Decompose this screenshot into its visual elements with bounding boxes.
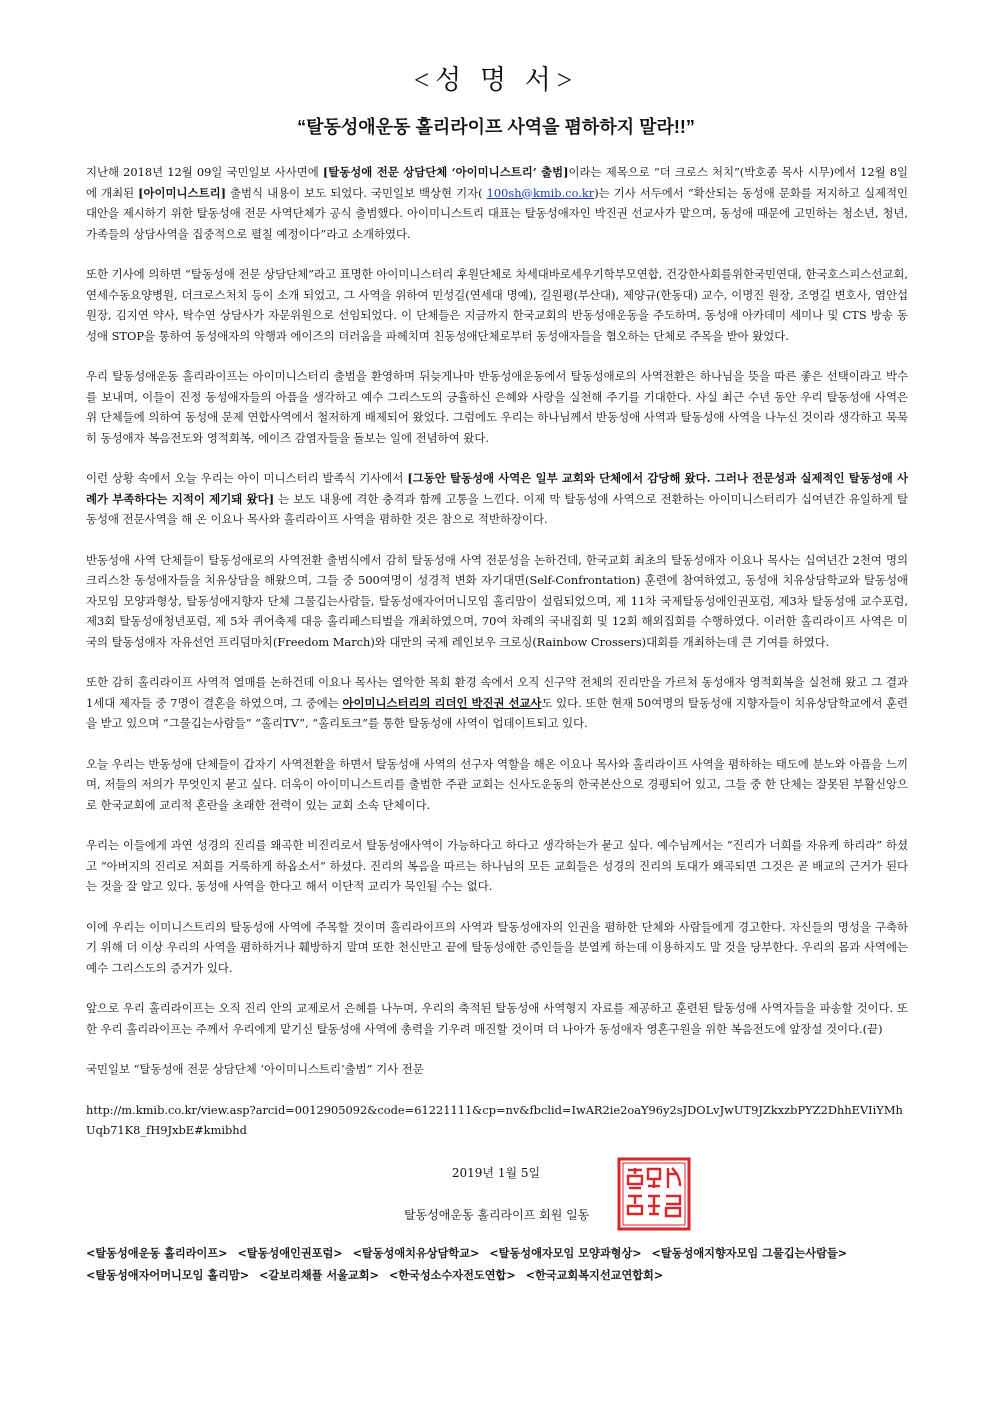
reporter-email-link[interactable]: 100sh@kmib.co.kr bbox=[486, 185, 595, 200]
p6-leader-name: 아이미니스터리의 리더인 박진권 선교사 bbox=[342, 695, 542, 710]
organization-name: <탈동성애자어머니모임 홀리맘> bbox=[86, 1269, 250, 1282]
paragraph-5: 반동성애 사역 단체들이 탈동성애로의 사역전환 출범식에서 감히 탈동성애 사역 전문성을 논하건데, 한국교회 최초의 탈동성애자 이요나 목사는 십여년간 2천여 명의 크리스찬 동성애자들을 치유상담을 해왔으며, 그들 중 500여명이 성경적 변화 자기대면(Self-Confrontation) 훈련에 참여하였고, 동성애 치유상담학교와 탈동성애자모임 모양과형상, 탈동성애지향자 단체 그물깁는사람들, 탈동성애자어머니모임 홀리맘이 설립되었으며, 제 11차 국제탈동성애인권포럼, 제3차 탈동성애 교수포럼, 제3회 탈동성애청년포럼, 제 5차 퀴어축제 대응 홀리페스티벌을 개최하였으며, 70여 차례의 국내집회 및 12회 해외집회를 수행하였다. 이러한 홀리라이프 사역은 미국의 탈동성애자 자유선언 프리덤마치(Freedom March)와 대만의 국제 레인보우 크로싱(Rainbow Crossers)대회를 개최하는데 큰 기여를 하였다. bbox=[86, 552, 908, 649]
p1-text-c: 이라는 제목으로 “더 크로스 처치”(박호종 목사 시무)에서 12월 8일에 개최된 bbox=[86, 165, 908, 200]
p1-article-title: [탈동성애 전문 상담단체 ‘아이미니스트리’ 출범] bbox=[322, 165, 569, 179]
paragraph-2: 또한 기사에 의하면 “탈동성애 전문 상담단체”라고 표명한 아이미니스터리 후원단체로 차세대바로세우기학부모연합, 건강한사회를위한국민연대, 한국호스피스선교회, 연세수동요양병원, 더크로스처치 등이 소개 되었고, 그 사역을 위하여 민성길(연세대 명예), 길원평(부산대), 제양규(한동대) 교수, 이명진 원장, 조영길 변호사, 염안섭 원장, 김지연 약사, 탁수연 상담사가 자문위원으로 선임되었다. 이 단체들은 지금까지 한국교회의 반동성애운동을 주도하며, 동성애 아카데미 세미나 및 CTS 방송 동성애 STOP을 통하여 동성애자의 악행과 에이즈의 더러움을 파헤치며 친동성애단체로부터 동성애자들을 혐오하는 단체로 주목을 받아 왔었다. bbox=[86, 267, 908, 343]
seal-stamp-icon bbox=[616, 1156, 692, 1232]
organization-name: <갈보리채플 서울교회> bbox=[259, 1269, 379, 1282]
p4-quoted-claim: [그동안 탈동성애 사역은 일부 교회와 단체에서 감당해 왔다. 그러나 전문성과 실제적인 탈동성애 사례가 부족하다는 지적이 제기돼 왔다] bbox=[86, 471, 908, 506]
paragraph-3: 우리 탈동성애운동 홀리라이프는 아이미니스터리 출범을 환영하며 뒤늦게나마 반동성애운동에서 탈동성애로의 사역전환은 하나님을 뜻을 따른 좋은 선택이라고 박수를 보내며, 이들이 진정 동성애자들의 아픔을 생각하고 예수 그리스도의 긍휼하신 은혜와 사랑을 실천해 주기를 기대한다. 사실 최근 수년 동안 우리 탈동성애 사역은 위 단체들에 의하여 동성애 문제 연합사역에서 철저하게 배제되어 왔었다. 그럼에도 우리는 하나님께서 반동성애 사역과 탈동성애 사역을 나누신 것이라 생각하고 묵묵히 동성애자 복음전도와 영적회복, 에이즈 감염자들을 돌보는 일에 전념하여 왔다. bbox=[86, 369, 908, 445]
signer-name: 탈동성애운동 홀리라이프 회원 일동 bbox=[404, 1208, 590, 1222]
p1-ministry-name: [아이미니스트리] bbox=[138, 185, 226, 200]
paragraph-9: 이에 우리는 이미니스트리의 탈동성애 사역에 주목할 것이며 홀리라이프의 사역과 탈동성애자의 인권을 폄하한 단체와 사람들에게 경고한다. 자신들의 명성을 구축하기 위해 더 이상 우리의 사역을 폄하하거나 훼방하지 말며 또한 천신만고 끝에 탈동성애한 증인들을 분열케 하는데 이용하지도 말 것을 당부한다. 우리의 몸과 사역에는 예수 그리스도의 증거가 있다. bbox=[86, 919, 908, 975]
p6-text-c: 도 있다. 또한 현재 50여명의 탈동성애 지향자들이 치유상담학교에서 훈련을 받고 있으며 “그물깁는사람들” “홀리TV”, “홀리토크”를 통한 탈동성애 사역이 업데이트되고 있다. bbox=[86, 695, 908, 730]
reference-url[interactable]: http://m.kmib.co.kr/view.asp?arcid=0012905092&code=61221111&cp=nv&fbclid=IwAR2ie2oaY96y2sJDOLvJwUT9JZkxzbPYZ2DhhEVIiYMhUqb71K8_fH9JxbE#kmibhd bbox=[86, 1102, 903, 1137]
paragraph-4 bbox=[86, 468, 908, 530]
p6-text-a: 또한 감히 홀리라이프 사역적 열매를 논하건데 이요나 목사는 열악한 목회 환경 속에서 오직 신구약 전체의 진리만을 가르쳐 동성애자 영적회복을 실천해 왔고 그 결과 1세대 제자들 중 7명이 결혼을 하였으며, 그 중에는 bbox=[86, 675, 908, 710]
organization-name: <탈동성애치유상담학교> bbox=[352, 1247, 480, 1260]
statement-date: 2019년 1월 5일 bbox=[451, 1166, 541, 1180]
p4-text-c: 는 보도 내용에 격한 충격과 함께 고통을 느낀다. 이제 막 탈동성애 사역으로 전환하는 아이미니스터리가 십여년간 유일하게 탈동성애 전문사역을 해 온 이요나 목사와 홀리라이프 사역을 폄하한 것은 참으로 적반하장이다. bbox=[86, 491, 908, 526]
p1-text-e: 출범식 내용이 보도 되었다. 국민일보 백상현 기자( bbox=[225, 185, 487, 200]
organization-list bbox=[86, 1243, 916, 1287]
organization-name: <한국교회복지선교연합회> bbox=[525, 1269, 664, 1282]
organization-name: <한국성소수자전도연합> bbox=[388, 1269, 516, 1282]
document-subtitle: “탈동성애운동 홀리라이프 사역을 폄하하지 말라!!” bbox=[297, 117, 695, 137]
document-title: <성 명 서> bbox=[413, 65, 579, 95]
statement-body bbox=[86, 162, 908, 1161]
organization-name: <탈동성애지향자모임 그물깁는사람들> bbox=[651, 1247, 848, 1260]
paragraph-10: 앞으로 우리 홀리라이프는 오직 진리 안의 교제로서 은혜를 나누며, 우리의 축적된 탈동성애 사역형지 자료를 제공하고 훈련된 탈동성애 사역자들을 파송할 것이다. 또한 우리 홀리라이프는 주께서 우리에게 맡기신 탈동성애 사역에 총력을 기우려 매진할 것이며 더 나아가 동성애자 영혼구원을 위한 복음전도에 앞장설 것이다.(끝) bbox=[86, 1001, 908, 1036]
reference-label: 국민일보 “탈동성애 전문 상담단체 ‘아이미니스트리’출범” 기사 전문 bbox=[86, 1062, 424, 1076]
paragraph-7: 오늘 우리는 반동성애 단체들이 갑자기 사역전환을 하면서 탈동성애 사역의 선구자 역할을 해온 이요나 목사와 홀리라이프 사역을 폄하하는 태도에 분노와 아픔을 느끼며, 저들의 저의가 무엇인지 묻고 싶다. 더욱이 아이미니스트리를 출범한 주관 교회는 신사도운동의 한국본산으로 경평되어 있고, 그들 중 한 단체는 잘못된 부활신앙으로 한국교회에 교리적 혼란을 초래한 전력이 있는 교회 소속 단체이다. bbox=[86, 756, 908, 812]
organization-name: <탈동성애운동 홀리라이프> bbox=[86, 1247, 228, 1260]
organization-name: <탈동성애인권포럼> bbox=[237, 1247, 343, 1260]
organization-name: <탈동성애자모임 모양과형상> bbox=[489, 1247, 642, 1260]
p1-text-a: 지난해 2018년 12월 09일 국민일보 사사면에 bbox=[86, 165, 323, 179]
p4-text-a: 이런 상황 속에서 오늘 우리는 아이 미니스터리 발족식 기사에서 bbox=[86, 471, 408, 485]
paragraph-8: 우리는 이들에게 과연 성경의 진리를 왜곡한 비진리로서 탈동성애사역이 가능하다고 하다고 생각하는가 묻고 싶다. 예수님께서는 “진리가 너희를 자유케 하리라” 하셨고 “아버지의 진리로 저희를 거룩하게 하옵소서” 하셨다. 진리의 복음을 따르는 하나님의 모든 교회들은 성경의 진리의 토대가 왜곡되면 그것은 곧 배교의 근거가 된다는 것을 잘 알고 있다. 동성애 사역을 한다고 해서 이단적 교리가 묵인될 수는 없다. bbox=[86, 838, 908, 893]
paragraph-1 bbox=[86, 162, 908, 244]
p1-text-f: )는 기사 서두에서 “확산되는 동성애 문화를 저지하고 실제적인 대안을 제시하기 위한 탈동성애 전문 사역단체가 공식 출범했다. 아이미니스트리 대표는 탈동성애자인 박진권 선교사가 맡으며, 동성애 때문에 고민하는 청소년, 청년, 가족들의 상담사역을 집중적으로 펼칠 예정이다”라고 소개하였다. bbox=[86, 185, 909, 241]
paragraph-6 bbox=[86, 672, 908, 734]
